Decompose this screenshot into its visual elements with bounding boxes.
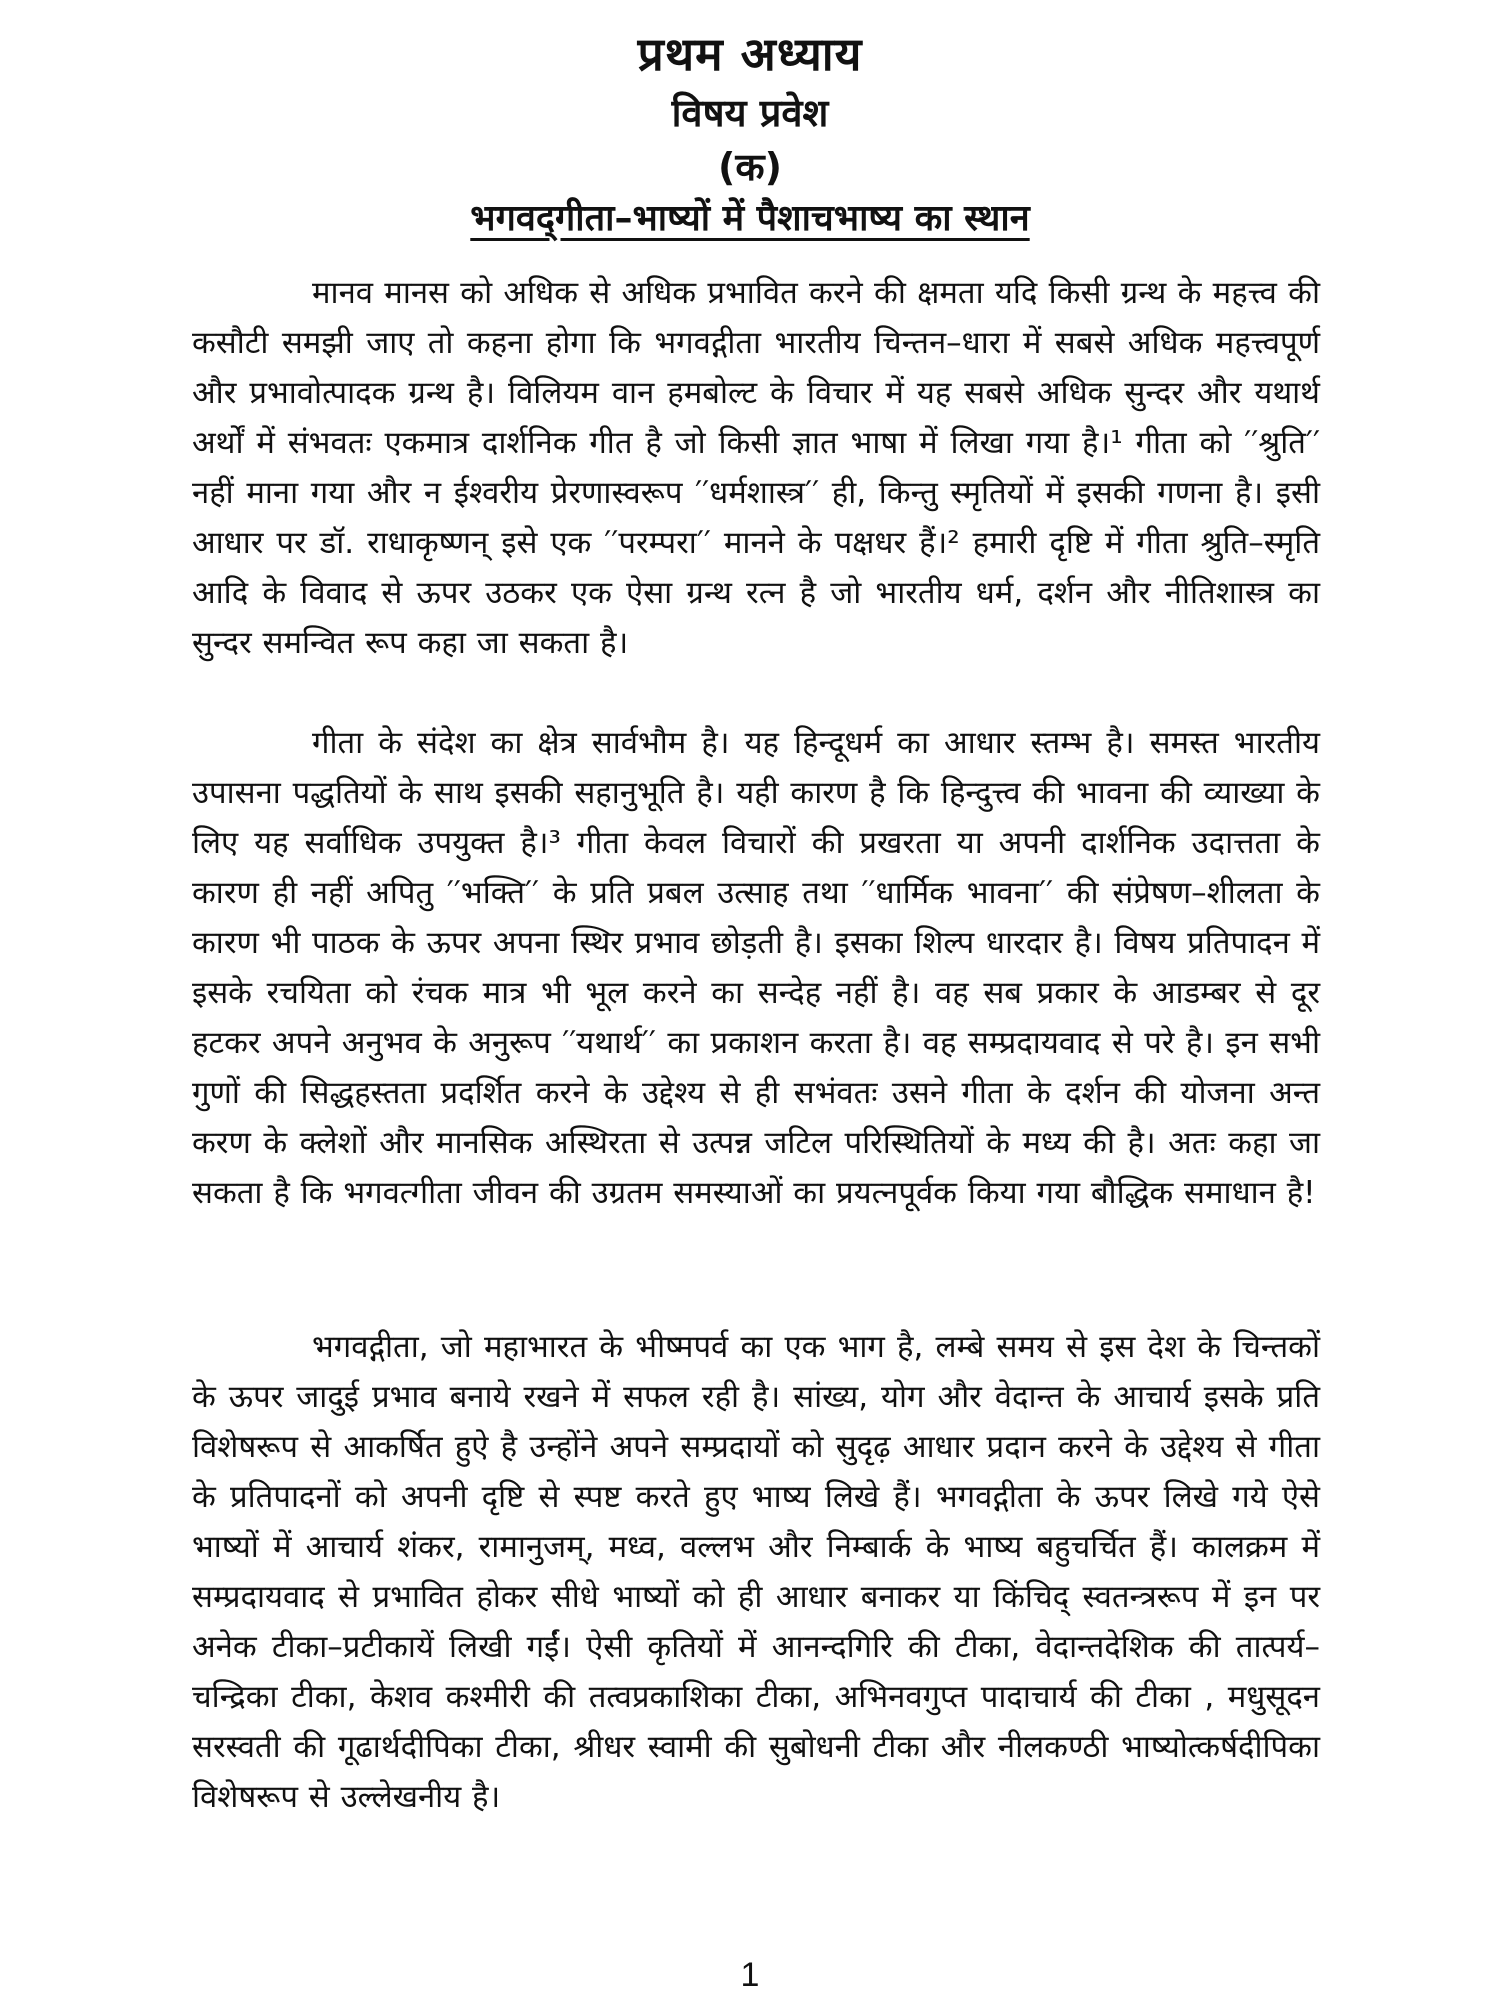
chapter-title: प्रथम अध्याय	[637, 27, 863, 81]
section-title: भगवद्‌गीता–भाष्यों में पैशाचभाष्य का स्थान	[470, 198, 1030, 239]
section-letter: (क)	[718, 145, 782, 189]
body-paragraph-2: गीता के संदेश का क्षेत्र सार्वभौम है। यह हिन्दूधर्म का आधार स्तम्भ है। समस्त भारतीय उपासना पद्धतियों के साथ इसकी सहानुभूति है। यही कारण है कि हिन्दुत्त्व की भावना की व्याख्या के लिए यह सर्वाधिक उपयुक्त है।³ गीता केवल विचारों की प्रखरता या अपनी दार्शनिक उदात्तता के कारण ही नहीं अपितु ′′भक्ति′′ के प्रति प्रबल उत्साह तथा ′′धार्मिक भावना′′ की संप्रेषण–शीलता के कारण भी पाठक के ऊपर अपना स्थिर प्रभाव छोड़ती है। इसका शिल्प धारदार है। विषय प्रतिपादन में इसके रचयिता को रंचक मात्र भी भूल करने का सन्देह नहीं है। वह सब प्रकार के आडम्बर से दूर हटकर अपने अनुभव के अनुरूप ′′यथार्थ′′ का प्रकाशन करता है। वह सम्प्रदायवाद से परे है। इन सभी गुणों की सिद्धहस्तता प्रदर्शित करने के उद्देश्य से ही सभंवतः उसने गीता के दर्शन की योजना अन्त करण के क्लेशों और मानसिक अस्थिरता से उत्पन्न जटिल परिस्थितियों के मध्य की है। अतः कहा जा सकता है कि भगवत्गीता जीवन की उग्रतम समस्याओं का प्रयत्नपूर्वक किया गया बौद्धिक समाधान है!	[192, 725, 1320, 1211]
body-paragraph-3: भगवद्गीता, जो महाभारत के भीष्मपर्व का एक भाग है, लम्बे समय से इस देश के चिन्तकों के ऊपर जादुई प्रभाव बनाये रखने में सफल रही है। सांख्य, योग और वेदान्त के आचार्य इसके प्रति विशेषरूप से आकर्षित हुऐ है उन्होंने अपने सम्प्रदायों को सुदृढ़ आधार प्रदान करने के उद्देश्य से गीता के प्रतिपादनों को अपनी दृष्टि से स्पष्ट करते हुए भाष्य लिखे हैं। भगवद्गीता के ऊपर लिखे गये ऐसे भाष्यों में आचार्य शंकर, रामानुजम्, मध्व, वल्लभ और निम्बार्क के भाष्य बहुचर्चित हैं। कालक्रम में सम्प्रदायवाद से प्रभावित होकर सीधे भाष्यों को ही आधार बनाकर या किंचिद् स्वतन्त्ररूप में इन पर अनेक टीका–प्रटीकायें लिखी गईं। ऐसी कृतियों में आनन्दगिरि की टीका, वेदान्तदेशिक की तात्पर्य–चन्द्रिका टीका, केशव कश्मीरी की तत्वप्रकाशिका टीका, अभिनवगुप्त पादाचार्य की टीका , मधुसूदन सरस्वती की गूढार्थदीपिका टीका, श्रीधर स्वामी की सुबोधनी टीका और नीलकण्ठी भाष्योत्कर्षदीपिका विशेषरूप से उल्लेखनीय है।	[192, 1329, 1320, 1815]
body-paragraph-1: मानव मानस को अधिक से अधिक प्रभावित करने की क्षमता यदि किसी ग्रन्थ के महत्त्व की कसौटी समझी जाए तो कहना होगा कि भगवद्गीता भारतीय चिन्तन–धारा में सबसे अधिक महत्त्वपूर्ण और प्रभावोत्पादक ग्रन्थ है। विलियम वान हमबोल्ट के विचार में यह सबसे अधिक सुन्दर और यथार्थ अर्थों में संभवतः एकमात्र दार्शनिक गीत है जो किसी ज्ञात भाषा में लिखा गया है।¹ गीता को ′′श्रुति′′ नहीं माना गया और न ईश्वरीय प्रेरणास्वरूप ′′धर्मशास्त्र′′ ही, किन्तु स्मृतियों में इसकी गणना है। इसी आधार पर डॉ. राधाकृष्णन् इसे एक ′′परम्परा′′ मानने के पक्षधर हैं।² हमारी दृष्टि में गीता श्रुति–स्मृति आदि के विवाद से ऊपर उठकर एक ऐसा ग्रन्थ रत्न है जो भारतीय धर्म, दर्शन और नीतिशास्त्र का सुन्दर समन्वित रूप कहा जा सकता है।	[192, 275, 1320, 661]
page-number: 1	[740, 1956, 760, 1994]
subject-title: विषय प्रवेश	[671, 91, 829, 135]
